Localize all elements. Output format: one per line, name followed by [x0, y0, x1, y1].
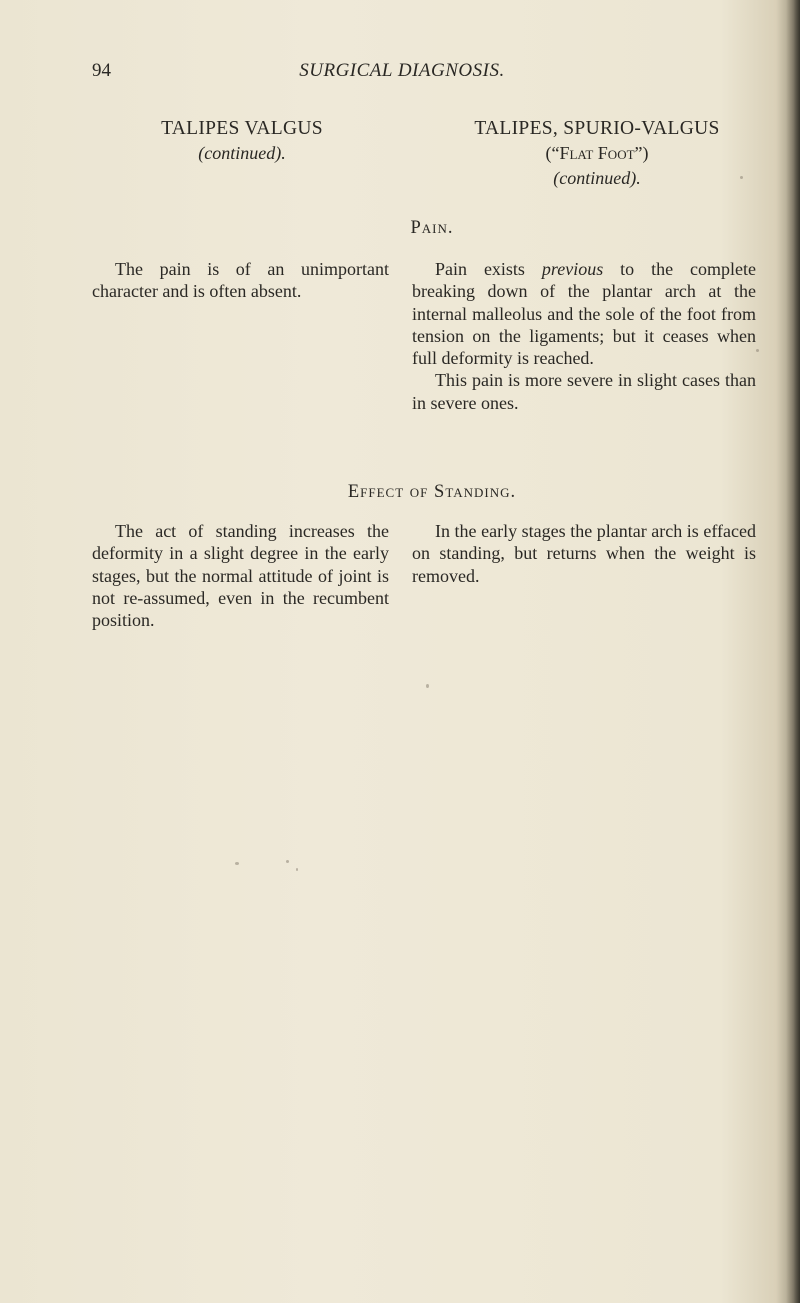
- paper-speck: [756, 349, 759, 352]
- standing-left-paragraph: The act of standing increases the deformity in a slight degree in the early stages, but the normal attitude of joint is not re-assumed, even in the recumbent position.: [92, 521, 389, 631]
- right-column-subtitle-2-text: (continued).: [553, 168, 641, 188]
- right-column-subtitle-1: (“Flat Foot”): [545, 143, 649, 163]
- standing-right-text: [412, 520, 756, 587]
- running-title: SURGICAL DIAGNOSIS.: [299, 60, 505, 81]
- left-column-heading: [92, 116, 392, 166]
- pain-right-text: [412, 258, 756, 414]
- section-heading-standing: Effect of Standing.: [347, 482, 517, 502]
- right-column-title: TALIPES, SPURIO-VALGUS: [474, 118, 720, 139]
- standing-left-text: [92, 520, 389, 631]
- pain-right-paragraph-1: [412, 258, 756, 369]
- page-number: 94: [92, 60, 111, 81]
- pain-left-text: [92, 258, 389, 303]
- left-column-title: TALIPES VALGUS: [161, 118, 323, 139]
- pain-right-p1-after: to the complete breaking down of the plantar arch at the internal malleolus and the sole of the foot from tension on the ligaments; but it ceases when full deformity is reached.: [412, 259, 756, 369]
- running-head: [92, 60, 712, 88]
- standing-right-paragraph: In the early stages the plantar arch is effaced on standing, but returns when the weight is removed.: [412, 521, 756, 586]
- left-column-subtitle: [92, 141, 392, 166]
- right-column-subtitle-2: [422, 166, 772, 191]
- pain-right-p1-before: Pain exists: [435, 259, 542, 279]
- pain-right-paragraph-2: This pain is more severe in slight cases than in severe ones.: [412, 370, 756, 413]
- pain-right-p1-emphasis: previous: [541, 259, 604, 279]
- page-gutter-shadow: [786, 0, 800, 1303]
- left-column-subtitle-text: (continued).: [198, 143, 286, 163]
- paper-speck: [740, 176, 743, 179]
- paper-speck: [426, 684, 429, 688]
- paper-speck: [286, 860, 289, 863]
- section-heading-pain: Pain.: [410, 218, 454, 238]
- paper-speck: [235, 862, 239, 865]
- paper-speck: [296, 868, 298, 871]
- pain-left-paragraph: The pain is of an unimportant character and is often absent.: [92, 259, 389, 302]
- right-column-heading: [422, 116, 772, 191]
